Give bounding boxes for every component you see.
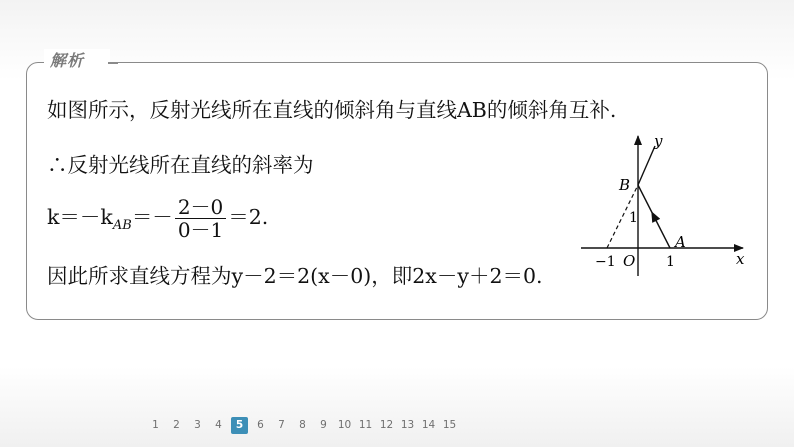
solution-line-3 — [47, 196, 268, 246]
page-link-3[interactable]: 3 — [194, 419, 201, 431]
fraction-denominator: 0－1 — [177, 218, 224, 242]
y-tick-1: 1 — [629, 210, 638, 226]
page-link-15[interactable]: 15 — [442, 419, 457, 431]
reflection-diagram — [575, 130, 755, 280]
slope-result: ＝2. — [228, 205, 269, 229]
y-axis-label: y — [654, 132, 663, 150]
x-tick-neg1: −1 — [595, 254, 616, 270]
pagination — [145, 414, 460, 436]
page-link-6[interactable]: 6 — [257, 419, 264, 431]
solution-line-1: 如图所示，反射光线所在直线的倾斜角与直线AB的倾斜角互补. — [47, 98, 617, 122]
page-link-10[interactable]: 10 — [337, 419, 352, 431]
section-tag-line — [108, 62, 118, 64]
page-link-4[interactable]: 4 — [215, 419, 222, 431]
x-tick-1: 1 — [666, 254, 675, 270]
page-link-13[interactable]: 13 — [400, 419, 415, 431]
page-link-2[interactable]: 2 — [173, 419, 180, 431]
page-link-1[interactable]: 1 — [152, 419, 159, 431]
page-link-12[interactable]: 12 — [379, 419, 394, 431]
reflected-ray — [638, 146, 655, 185]
x-axis-label: x — [736, 250, 745, 268]
solution-line-4: 因此所求直线方程为y－2＝2(x－0)，即2x－y＋2＝0. — [47, 264, 543, 288]
section-label: 解析 — [50, 51, 85, 70]
page-link-7[interactable]: 7 — [278, 419, 285, 431]
page-link-5[interactable]: 5 — [231, 417, 248, 434]
page-link-14[interactable]: 14 — [421, 419, 436, 431]
page-link-9[interactable]: 9 — [320, 419, 327, 431]
page-link-11[interactable]: 11 — [358, 419, 373, 431]
fraction-numerator: 2－0 — [175, 196, 226, 219]
slope-fraction — [175, 196, 226, 241]
point-A-label: A — [675, 233, 686, 251]
solution-line-2: ∴反射光线所在直线的斜率为 — [47, 153, 314, 177]
origin-label: O — [623, 252, 636, 270]
point-B-label: B — [619, 176, 631, 194]
slope-subscript: AB — [112, 218, 132, 233]
slope-prefix: k＝－k — [47, 205, 113, 229]
page-link-8[interactable]: 8 — [299, 419, 306, 431]
slope-eq: ＝－ — [131, 205, 173, 229]
